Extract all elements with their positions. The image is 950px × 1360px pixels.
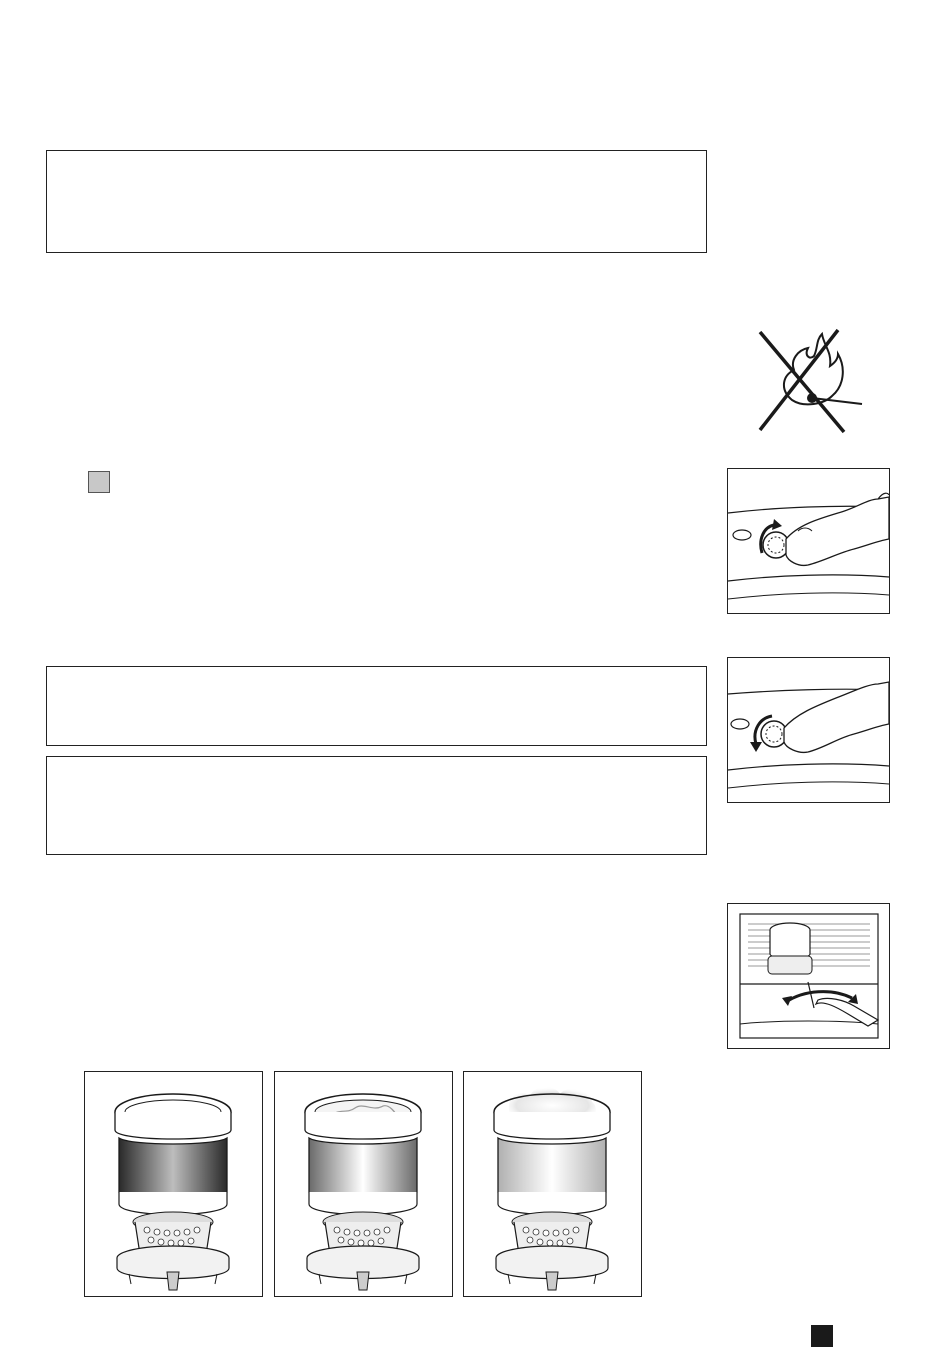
burner-high-flame-icon — [464, 1072, 641, 1296]
heater-wick-adjust-illustration — [727, 903, 890, 1049]
heater-wick-adjust-icon — [728, 904, 889, 1048]
page-marker-square — [811, 1325, 833, 1347]
knob-turn-clockwise-icon — [728, 469, 889, 613]
burner-low-flame-illustration — [84, 1071, 263, 1297]
knob-turn-counterclockwise-icon — [728, 658, 889, 802]
step-marker-square — [88, 471, 110, 493]
knob-turn-clockwise-illustration — [727, 468, 890, 614]
burner-medium-flame-illustration — [274, 1071, 453, 1297]
burner-medium-flame-icon — [275, 1072, 452, 1296]
no-open-flame-icon — [752, 328, 866, 434]
knob-turn-counterclockwise-illustration — [727, 657, 890, 803]
info-box-middle-2 — [46, 756, 707, 855]
warning-box-top — [46, 150, 707, 253]
burner-low-flame-icon — [85, 1072, 262, 1296]
burner-high-flame-illustration — [463, 1071, 642, 1297]
info-box-middle-1 — [46, 666, 707, 746]
